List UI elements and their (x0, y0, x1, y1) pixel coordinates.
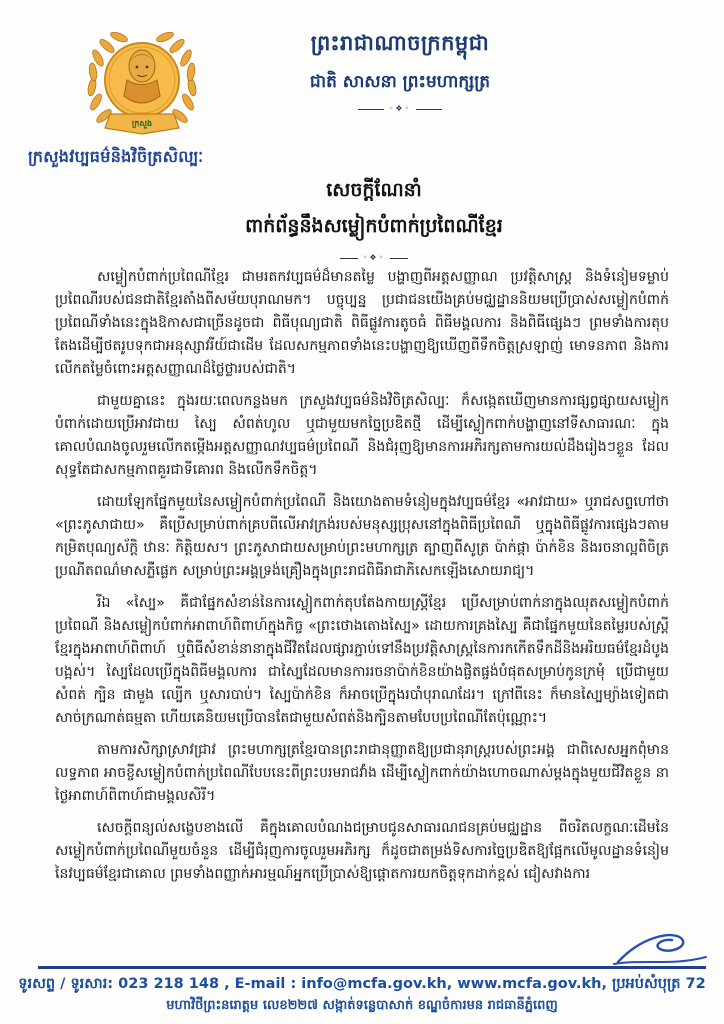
ministry-name: ក្រសួងវប្បធម៌និងវិចិត្រសិល្បៈ (28, 147, 204, 166)
title-line-1: សេចក្តីណែនាំ (326, 179, 422, 201)
footer-rule (38, 966, 706, 969)
kingdom-title: ព្រះរាជាណាចក្រកម្ពុជា (310, 31, 490, 55)
national-motto: ជាតិ សាសនា ព្រះមហាក្សត្រ (309, 72, 491, 92)
divider-line (390, 258, 408, 259)
divider-ornament: ◦❖◦ (388, 104, 412, 113)
document-title (12, 178, 724, 262)
seal-banner-text: ក្រសួង (131, 119, 153, 128)
divider-line (416, 109, 442, 110)
divider-line (358, 109, 384, 110)
paragraph: សម្លៀកបំពាក់ប្រពៃណីខ្មែរ ជាមរតកវប្បធម៌ដ៏មានតម្លៃ បង្ហាញពីអត្តសញ្ញាណ ប្រវត្តិសាស្ត្រ និងទំនៀមទម្លាប់ប្រពៃណីរបស់ជនជាតិខ្មែរតាំងពីសម័យបុរាណមក។ បច្ចុប្បន្ន ប្រជាជនយើងគ្រប់មជ្ឈដ្ឋាននិយមប្រើប្រាស់សម្លៀកបំពាក់ប្រពៃណីទាំងនេះក្នុងឱកាសជាច្រើនដូចជា ពិធីបុណ្យជាតិ ពិធីផ្លូវការតូចធំ ពិធីមង្គលការ និងពិធីផ្សេងៗ ព្រមទាំងការតុបតែងដើម្បីថតរូបទុកជាអនុស្សាវរីយ៍ជាដើម ដែលសកម្មភាពទាំងនេះបង្ហាញឱ្យឃើញពីទឹកចិត្តស្រឡាញ់ មោទនភាព និងការលើកតម្លៃចំពោះអត្តសញ្ញាណដ៏ថ្លៃថ្លារបស់ជាតិ។ (55, 269, 669, 377)
paragraph: សេចក្តីពន្យល់សង្ខេបខាងលើ គឺក្នុងគោលបំណងជម្រាបជូនសាធារណជនគ្រប់មជ្ឈដ្ឋាន ពីចរិតលក្ខណៈដើមនៃសម្លៀកបំពាក់ប្រពៃណីមួយចំនួន ដើម្បីជំរុញការចូលរួមអភិរក្ស ក៏ដូចជាតម្រង់ទិសការច្នៃប្រឌិតឱ្យផ្អែកលើមូលដ្ឋានទំនៀមនៃវប្បធម៌ខ្មែរជាគោល ព្រមទាំងពញ្ញាក់អារម្មណ៍អ្នកប្រើប្រាស់ឱ្យផ្ដោតការយកចិត្តទុកដាក់ខ្ពស់ ជៀសវាងការ (55, 820, 669, 882)
divider-line (340, 258, 358, 259)
ministry-seal-logo (82, 26, 202, 144)
paragraph: ដោយឡែកផ្នែកមួយនៃសម្លៀកបំពាក់ប្រពៃណី និងយោងតាមទំនៀមក្នុងវប្បធម៌ខ្មែរ «អាវជាយ» ឬរាជសព្ទហៅថា «ព្រះភូសាជាយ» គឺប្រើសម្រាប់ពាក់គ្របពីលើអាវក្រង់របស់មនុស្សប្រុសនៅក្នុងពិធីប្រពៃណី ឬក្នុងពិធីផ្លូវការផ្សេងៗតាមកម្រិតបុណ្យស័ក្តិ ឋានៈ កិត្តិយស។ ព្រះភូសាជាយសម្រាប់ព្រះមហាក្សត្រ ត្បាញពីសូត្រ ប៉ាក់ផ្កា ប៉ាក់ខិន និងរចនាល្អពិចិត្រប្រណីតពណ៌មាសភ្លឺផ្លេក សម្រាប់ព្រះអង្គទ្រង់គ្រឿងក្នុងព្រះរាជពិធីរាជាភិសេកឡើងសោយរាជ្យ។ (55, 494, 669, 579)
footer-address-line: មហាវិថីព្រះនរោត្តម លេខ២២៧ សង្កាត់ទន្លេបាសាក់ ខណ្ឌចំការមន រាជធានីភ្នំពេញ (166, 998, 558, 1013)
paragraph: ជាមួយគ្នានេះ ក្នុងរយៈពេលកន្លងមក ក្រសួងវប្បធម៌និងវិចិត្រសិល្បៈ ក៏សង្កេតឃើញមានការផ្សព្វផ្សាយសម្លៀកបំពាក់ដោយប្រើអាវជាយ ស្បៃ សំពត់ហូល ឬជាមួយមកច្នៃប្រឌិតថ្មី ដើម្បីស្លៀកពាក់បង្ហាញនៅទីសាធារណៈ ក្នុងគោលបំណងចូលរួមលើកតម្កើងអត្តសញ្ញាណវប្បធម៌ប្រពៃណី និងជំរុញឱ្យមានការអភិរក្សតាមការយល់ដឹងរៀងៗខ្លួន ដែលសុទ្ធតែជាសកម្មភាពគួរជាទីគោរព និងលើកទឹកចិត្ត។ (55, 393, 669, 478)
document-body (55, 266, 669, 895)
divider-ornament: ◦❖◦ (362, 253, 386, 262)
title-line-2: ពាក់ព័ន្ធនឹងសម្លៀកបំពាក់ប្រពៃណីខ្មែរ (245, 215, 503, 237)
kingdom-header (230, 30, 570, 113)
paragraph: តាមការសិក្សាស្រាវជ្រាវ ព្រះមហាក្សត្រខ្មែរបានព្រះរាជានុញ្ញាតឱ្យប្រជានុរាស្ត្ររបស់ព្រះអង្គ ជាពិសេសអ្នកពុំមានលទ្ធភាព អាចខ្ចីសម្លៀកបំពាក់ប្រពៃណីបែបនេះពីព្រះបរមរាជវាំង ដើម្បីស្លៀកពាក់យ៉ាងហោចណាស់ម្ដងក្នុងមួយជីវិតខ្លួន នាថ្ងៃអាពាហ៍ពិពាហ៍ជាមង្គលសិរី។ (55, 742, 669, 804)
paragraph: រីឯ «ស្បៃ» គឺជាផ្នែកសំខាន់នៃការស្លៀកពាក់តុបតែងកាយស្ត្រីខ្មែរ ប្រើសម្រាប់ពាក់នាក្នុងឈុតសម្លៀកបំពាក់ប្រពៃណី និងសម្លៀកបំពាក់អាពាហ៍ពិពាហ៍ក្នុងកិច្ច «ព្រះថោងតោងស្បៃ» ដោយការគ្រងស្បៃ គឺជាផ្នែកមួយនៃតម្លៃរបស់ស្ត្រីខ្មែរក្នុងអាពាហ៍ពិពាហ៍ ឬពិធីសំខាន់នានាក្នុងជីវិតដែលផ្សារភ្ជាប់ទៅនឹងប្រវត្តិសាស្ត្រនៃការកកើតទឹកដីនិងអរិយធម៌ខ្មែរដំបូងបង្អស់។ ស្បៃដែលប្រើក្នុងពិធីមង្គលការ ជាស្បៃដែលមានការរចនាប៉ាក់ខិនយ៉ាងផ្ចិតផ្ចង់បំផុតសម្រាប់កូនក្រមុំ ប្រើជាមួយសំពត់ ក្បិន ផាមួង ល្បើក ឬសារបាប់។ ស្បៃប៉ាក់ខិន ក៏អាចប្រើក្នុងរបាំបុរាណដែរ។ ក្រៅពីនេះ ក៏មានស្បៃម្យ៉ាងទៀតជាសាច់ក្រណាត់ធម្មតា ហើយគេនិយមប្រើបានតែជាមួយសំពត់និងក្បិនតាមបែបប្រពៃណីតែប៉ុណ្ណោះ។ (55, 595, 669, 726)
title-divider (12, 254, 724, 262)
header-divider (230, 105, 570, 113)
footer-contact-line: ទូរសព្ទ / ទូរសារ: 023 218 148 , E-mail : info@mcfa.gov.kh, www.mcfa.gov.kh, ប្រអប់សំបុត្រ 72 (18, 976, 706, 992)
